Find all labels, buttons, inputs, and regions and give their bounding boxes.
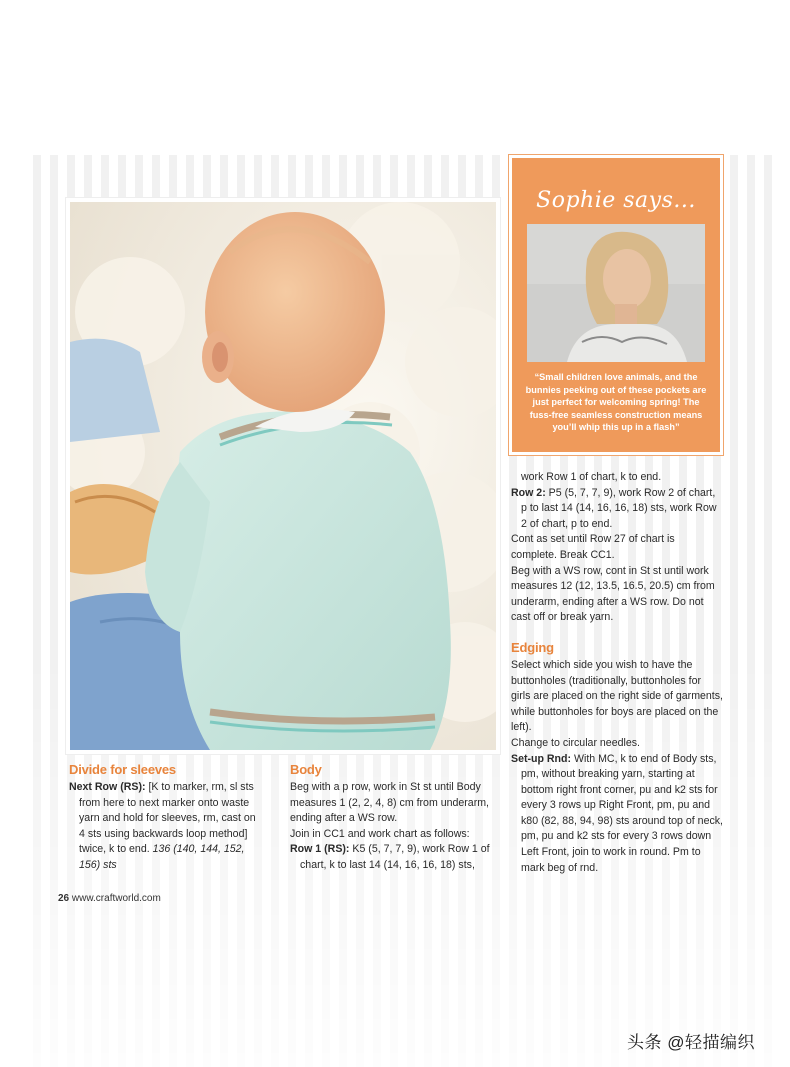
- heading-body: Body: [290, 762, 322, 777]
- row-2-label: Row 2:: [511, 486, 546, 499]
- edging-paragraph-2: Change to circular needles.: [511, 736, 640, 749]
- setup-round-instruction: [511, 752, 723, 877]
- column-body: [290, 762, 502, 874]
- setup-round-label: Set-up Rnd:: [511, 752, 572, 765]
- page-number: 26: [58, 893, 70, 904]
- body-paragraph-1: Beg with a p row, work in St st until Body measures 1 (2, 2, 4, 8) cm from underarm, ending after a WS row.: [290, 781, 489, 825]
- edging-paragraph-1: Select which side you wish to have the buttonholes (traditionally, buttonholes for girls are placed on the right side of garments, while buttonholes for boys are placed on the left).: [511, 658, 723, 734]
- sophie-says-box: [509, 155, 723, 455]
- next-row-instruction: [69, 780, 261, 874]
- next-row-stitch-count: 136 (140, 144, 152, 156) sts: [79, 843, 245, 871]
- row-1-continued: work Row 1 of chart, k to end.: [521, 471, 662, 483]
- continue-paragraph: Cont as set until Row 27 of chart is complete. Break CC1.: [511, 533, 675, 561]
- sophie-photo: [527, 224, 705, 362]
- next-row-text: [K to marker, rm, sl sts from here to next marker onto waste yarn and hold for sleeves, rm, cast on 4 sts using backwards loop method] twice, k to end.: [79, 781, 256, 856]
- next-row-label: Next Row (RS):: [69, 781, 146, 793]
- row-2-instruction: [511, 486, 723, 533]
- sidebar-quote: “Small children love animals, and the bunnies peeking out of these pockets are just perfect for welcoming spring! The fuss-free seamless construction means you’ll whip this up in a flash”: [525, 372, 707, 433]
- column-divide-for-sleeves: [69, 762, 261, 874]
- column-continued: [511, 470, 723, 876]
- baby-photo: [70, 202, 496, 750]
- row-1-text: K5 (5, 7, 7, 9), work Row 1 of chart, k to last 14 (14, 16, 16, 18) sts,: [300, 843, 490, 871]
- body-paragraph-2: Join in CC1 and work chart as follows:: [290, 827, 470, 840]
- row-2-text: P5 (5, 7, 7, 9), work Row 2 of chart, p to last 14 (14, 16, 16, 18) sts, work Row 2 of chart, p to end.: [521, 486, 717, 530]
- footer-url: www.craftworld.com: [71, 893, 161, 904]
- row-1-instruction: [290, 842, 502, 873]
- page-footer: [58, 893, 161, 904]
- watermark-text: 头条 @轻描编织: [627, 1033, 755, 1052]
- beg-ws-paragraph: Beg with a WS row, cont in St st until work measures 12 (12, 13.5, 16.5, 20.5) cm from underarm, ending after a WS row. Do not cast off or break yarn.: [511, 564, 715, 624]
- heading-edging: Edging: [511, 639, 554, 655]
- sidebar-title: Sophie says...: [536, 188, 696, 213]
- heading-divide-for-sleeves: Divide for sleeves: [69, 762, 176, 777]
- row-1-label: Row 1 (RS):: [290, 843, 350, 856]
- setup-round-text: With MC, k to end of Body sts, pm, without breaking yarn, starting at bottom right front corner, pu and k2 sts for every 3 rows up Right Front, pm, pu and k80 (82, 88, 94, 98) sts around top of neck, pm, pu and k2 sts for every 3 rows down Left Front, join to work in round. Pm to mark beg of rnd.: [521, 752, 723, 874]
